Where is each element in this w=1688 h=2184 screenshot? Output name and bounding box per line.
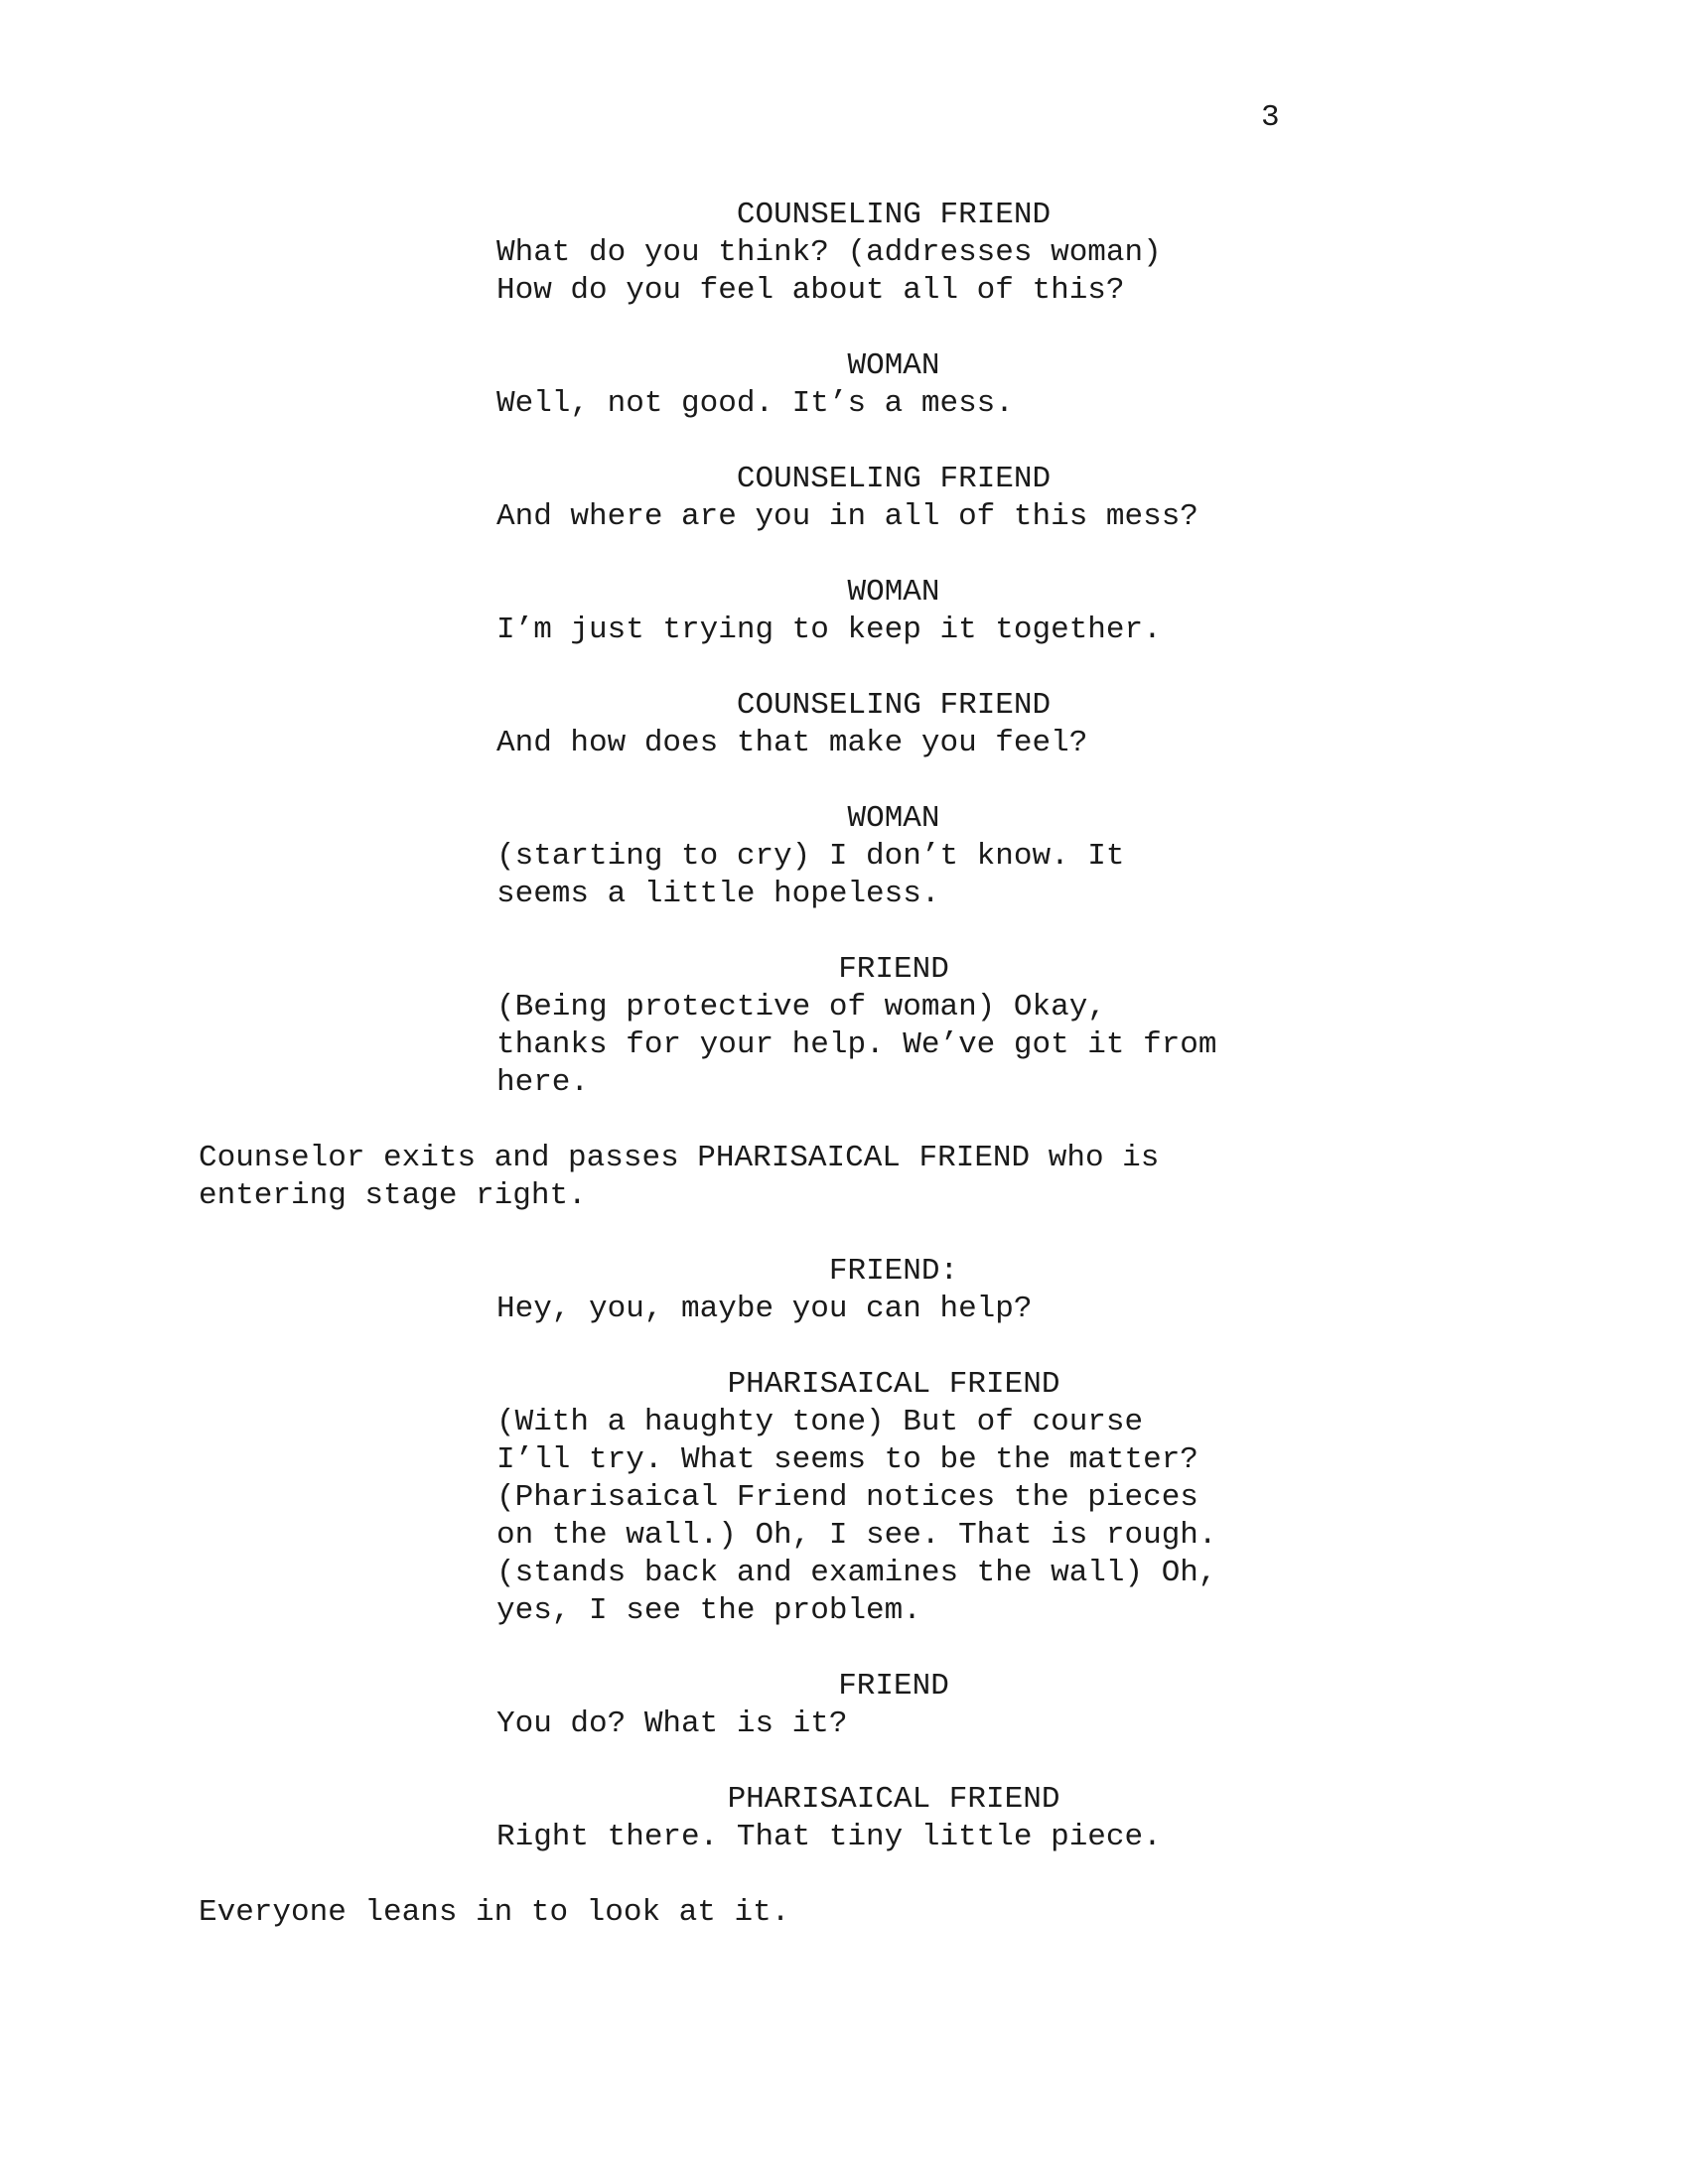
- dialogue-line: I’ll try. What seems to be the matter?: [496, 1442, 1198, 1477]
- dialogue-line: here.: [496, 1065, 590, 1100]
- dialogue-block: [0, 574, 1688, 649]
- dialogue-line: on the wall.) Oh, I see. That is rough.: [496, 1518, 1217, 1553]
- dialogue-block: [0, 800, 1688, 913]
- character-name: PHARISAICAL FRIEND: [727, 1782, 1060, 1817]
- dialogue-line: Hey, you, maybe you can help?: [496, 1292, 1033, 1326]
- dialogue-block: [0, 1668, 1688, 1743]
- dialogue-line: What do you think? (addresses woman): [496, 235, 1162, 270]
- character-name: COUNSELING FRIEND: [736, 688, 1052, 723]
- dialogue-line: And where are you in all of this mess?: [496, 499, 1198, 534]
- character-name: WOMAN: [847, 801, 940, 836]
- dialogue-block: [0, 197, 1688, 310]
- character-name: PHARISAICAL FRIEND: [727, 1367, 1060, 1402]
- dialogue-block: [0, 1781, 1688, 1856]
- character-name: FRIEND: [838, 1669, 949, 1704]
- page-number: 3: [1261, 100, 1280, 135]
- action-line: Everyone leans in to look at it.: [199, 1895, 790, 1930]
- dialogue-line: (stands back and examines the wall) Oh,: [496, 1556, 1217, 1590]
- action-line: Counselor exits and passes PHARISAICAL FRIEND who is: [199, 1141, 1160, 1175]
- dialogue-block: [0, 951, 1688, 1102]
- dialogue-line: seems a little hopeless.: [496, 877, 940, 911]
- character-name: WOMAN: [847, 348, 940, 383]
- character-name: COUNSELING FRIEND: [736, 198, 1052, 232]
- dialogue-block: [0, 1366, 1688, 1630]
- dialogue-line: (starting to cry) I don’t know. It: [496, 839, 1125, 874]
- dialogue-line: (Pharisaical Friend notices the pieces: [496, 1480, 1198, 1515]
- action-block: [0, 1894, 1688, 1932]
- dialogue-block: [0, 347, 1688, 423]
- dialogue-block: [0, 1253, 1688, 1328]
- character-name: FRIEND: [838, 952, 949, 987]
- dialogue-line: (Being protective of woman) Okay,: [496, 990, 1106, 1024]
- dialogue-line: And how does that make you feel?: [496, 726, 1088, 760]
- character-name: COUNSELING FRIEND: [736, 462, 1052, 496]
- dialogue-line: Right there. That tiny little piece.: [496, 1820, 1162, 1854]
- dialogue-block: [0, 687, 1688, 762]
- dialogue-line: How do you feel about all of this?: [496, 273, 1125, 308]
- dialogue-line: Well, not good. It’s a mess.: [496, 386, 1014, 421]
- dialogue-line: yes, I see the problem.: [496, 1593, 921, 1628]
- character-name: WOMAN: [847, 575, 940, 610]
- dialogue-line: You do? What is it?: [496, 1706, 848, 1741]
- character-name: FRIEND:: [828, 1254, 959, 1289]
- dialogue-line: (With a haughty tone) But of course: [496, 1405, 1144, 1439]
- action-line: entering stage right.: [199, 1178, 587, 1213]
- action-block: [0, 1140, 1688, 1215]
- script-body: [0, 197, 1688, 1970]
- dialogue-line: thanks for your help. We’ve got it from: [496, 1027, 1217, 1062]
- dialogue-line: I’m just trying to keep it together.: [496, 613, 1162, 647]
- dialogue-block: [0, 461, 1688, 536]
